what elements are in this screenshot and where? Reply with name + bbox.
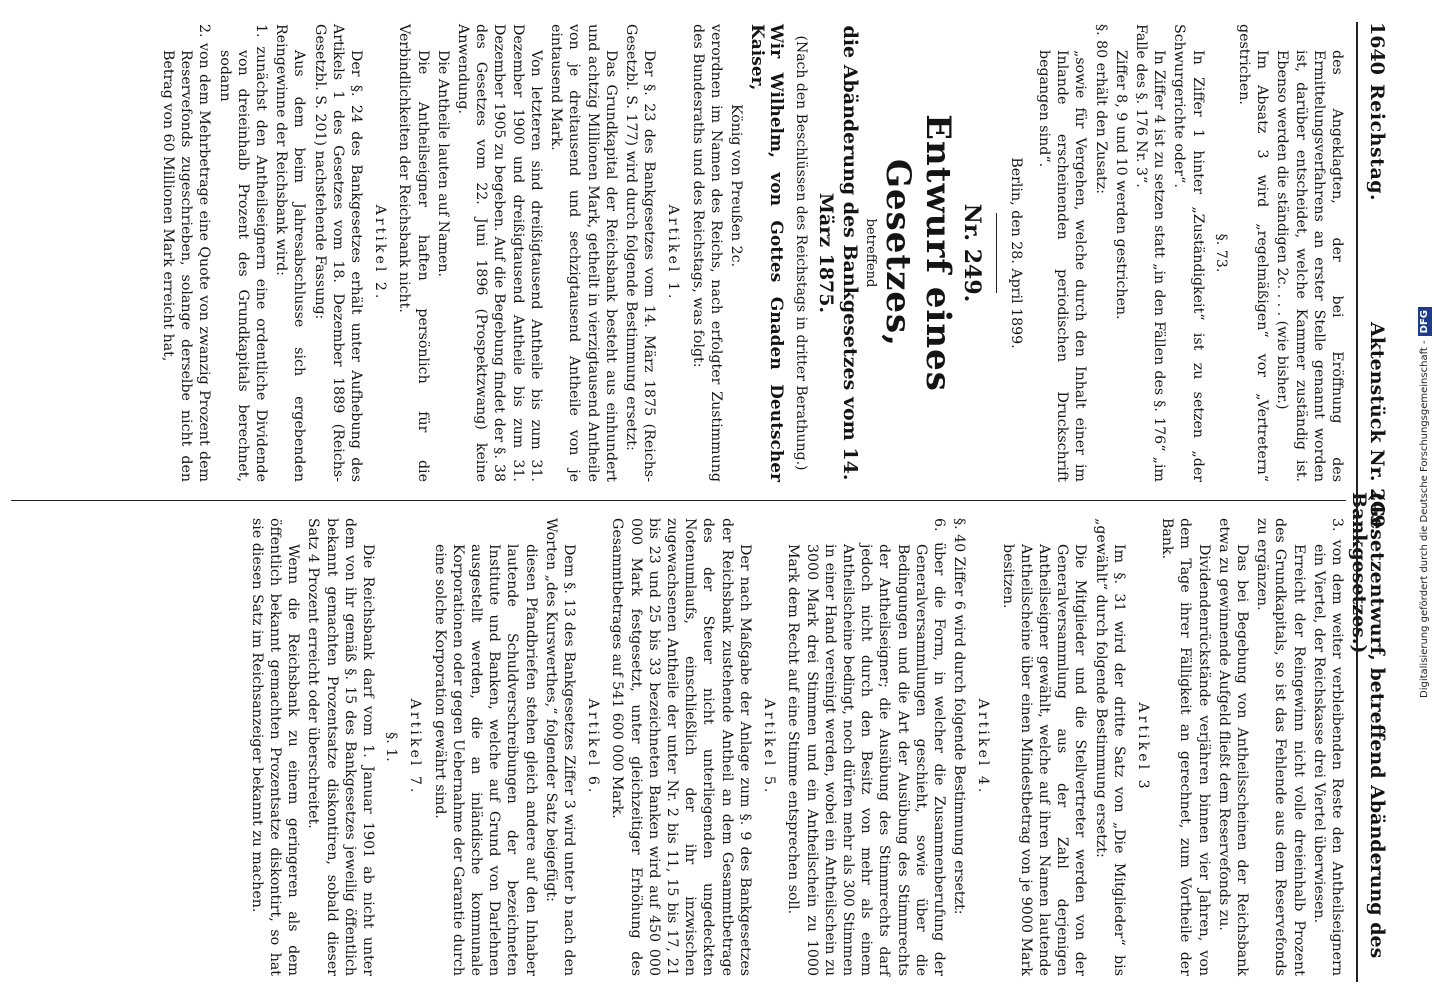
digitization-text: Digitalisierung gefördert durch die Deutsche Forschungsgemeinschaft - bbox=[1419, 340, 1430, 698]
preamble-verordnen: verordnen im Namen des Reichs, nach erfolgter Zustimmung des Bundesraths und des Reichstags, was folgt: bbox=[689, 24, 724, 482]
par73-quote: „sowie für Vergehen, welche durch den Inhalt einer im Inlande erscheinenden periodischen Druckschrift begangen sind“. bbox=[1035, 50, 1089, 482]
running-head-left: Reichstag. bbox=[1366, 84, 1388, 202]
artikel-4-item: 6. über die Form, in welcher die Zusammenberufung der Generalversammlungen geschieht, sowie über die Bedingungen und die Art der Ausübung des Stimmrechts der Antheilseigner; die Ausübung des Stimmrechts darf jedoch nicht durch den Besitz von mehr als einem Antheilscheine bedingt, noch dürfen mehr als 300 Stimmen in einer Hand vereinigt werden, wobei ein Antheilschein zu 3000 Mark drei Stimmen und ein Antheilschein zu 1000 Mark dem Recht auf eine Stimme entsprechen soll. bbox=[785, 518, 947, 976]
artikel-1-paragraph: Die Antheilseigner haften persönlich für die Verbindlichkeiten der Reichsbank nicht. bbox=[396, 24, 431, 482]
artikel-6-intro: Dem §. 13 des Bankgesetzes Ziffer 3 wird unter b nach den Worten „des Kurswerthes,“ folgender Satz beigefügt: bbox=[542, 518, 578, 976]
artikel-2-item: 1. zunächst den Antheilseignern eine ordentliche Dividende von dreieinhalb Prozent des Grundkapitals berechnet, sodann bbox=[216, 24, 270, 482]
title-betreffend: betreffend bbox=[862, 218, 878, 288]
digitization-note bbox=[1418, 8, 1432, 698]
document-title: Entwurf eines Gesetzes, bbox=[877, 114, 958, 392]
short-divider bbox=[996, 213, 997, 293]
right-column bbox=[246, 518, 1346, 976]
document-number: Nr. 249. bbox=[958, 203, 985, 303]
section-heading-73: §. 73. bbox=[1212, 233, 1229, 273]
artikel-3-paragraph: Im §. 31 wird der dritte Satz von „Die Mitglieder“ bis „gewählt“ durch folgende Bestimmung ersetzt: bbox=[1092, 518, 1127, 976]
opening-paragraph: Im Absatz 3 wird „regelmäßigen“ vor „Vertretern“ gestrichen. bbox=[1235, 24, 1271, 482]
left-column bbox=[157, 24, 1346, 482]
page-number: 1640 bbox=[1366, 22, 1388, 75]
preamble-emperor: Wir Wilhelm, von Gottes Gnaden Deutscher Kaiser, bbox=[747, 24, 787, 482]
reading-note: (Nach den Beschlüssen des Reichstags in dritter Berathung.) bbox=[792, 35, 809, 471]
artikel-4-heading: Artikel 4. bbox=[975, 698, 992, 796]
artikel-3-paragraph: Die Mitglieder und die Stellvertreter werden von der Generalversammlung aus der Zahl derjenigen Antheilseigner gewählt, welche auf ihren Namen lautende Antheilscheine über einen Mindestbetrag von je 9000 Mark besitzen. bbox=[999, 544, 1089, 976]
signature-date: Berlin, den 28. April 1899. bbox=[1007, 157, 1024, 349]
artikel-6-heading: Artikel 6. bbox=[585, 698, 602, 796]
column-rule bbox=[11, 500, 1346, 501]
artikel-7-paragraph: Die Reichsbank darf vom 1. Januar 1901 ab nicht unter dem von ihr gemäß §. 15 des Bankgesetzes jeweilig öffentlich bekannt gemachten Prozentsatze diskontiren, sobald dieser Satz 4 Prozent erreicht oder überschreitet. bbox=[305, 518, 377, 976]
header-rule bbox=[1356, 22, 1358, 982]
artikel-1-heading: Artikel 1. bbox=[665, 204, 682, 302]
artikel-1-paragraph: Das Grundkapital der Reichsbank besteht aus einhundert und achtzig Millionen Mark, getheilt in vierzigtausend Antheile von je dreitausend und sechzigtausend Antheile von je eintausend Mark. bbox=[548, 24, 619, 482]
artikel-5-heading: Artikel 5. bbox=[761, 698, 778, 796]
artikel-3-heading: Artikel 3 bbox=[1134, 702, 1151, 792]
artikel-7-paragraph: Wenn die Reichsbank zu einem geringeren als dem öffentlich bekannt gemachten Prozentsatze diskontirt, so hat sie diesen Satz im Reichsanzeiger bekannt zu machen. bbox=[248, 518, 302, 976]
artikel-2-heading: Artikel 2. bbox=[372, 204, 389, 302]
artikel-4-intro: §. 40 Ziffer 6 wird durch folgende Bestimmung ersetzt: bbox=[951, 518, 968, 915]
right-paragraph: Dividendenrückstände verjähren binnen vier Jahren, von dem Tage ihrer Fälligkeit an gerechnet, zum Vortheile der Bank. bbox=[1159, 518, 1212, 976]
right-paragraph: Erreicht der Reingewinn nicht volle dreieinhalb Prozent des Grundkapitals, so ist das Fehlende aus dem Reservefonds zu ergänzen. bbox=[1254, 518, 1307, 976]
artikel-2-item-3: 3. von dem weiter verbleibenden Reste den Antheilseignern ein Viertel, der Reichskasse drei Viertel überwiesen. bbox=[1310, 518, 1345, 976]
running-header bbox=[1347, 22, 1388, 982]
artikel-7-heading: Artikel 7. bbox=[407, 698, 424, 796]
par73-item: §. 80 erhält den Zusatz: bbox=[1092, 24, 1109, 195]
document-subtitle: die Abänderung des Bankgesetzes vom 14. März 1875. bbox=[814, 25, 861, 481]
running-head-center: Aktenstück Nr. 249. bbox=[1366, 322, 1388, 535]
rotated-page bbox=[8, 22, 1388, 982]
artikel-2-paragraph: Aus dem beim Jahresabschlusse sich ergebenden Reingewinne der Reichsbank wird: bbox=[273, 24, 308, 482]
opening-paragraph: des Angeklagten, der bei Eröffnung des Ermittelungsverfahrens an erster Stelle genannt worden ist, darüber entscheidet, welche Kammer zuständig ist. Ebenso werden die ständigen 2c. . . . (wie bisher.) bbox=[1274, 50, 1345, 482]
artikel-6-text: diesen Pfandbriefen stehen gleich andere auf den Inhaber lautende Schuldverschreibungen der bezeichneten Institute und Banken, welche auf Grund von Darlehnen ausgestellt werden, die an inländische kommunale Korporationen oder gegen Uebernahme der Garantie durch eine solche Korporation gewährt sind. bbox=[431, 544, 539, 976]
artikel-2-paragraph: Der §. 24 des Bankgesetzes erhält unter Aufhebung des Artikels 1 des Gesetzes vom 18. Dezember 1889 (Reichs-Gesetzbl. S. 201) nachstehende Fassung: bbox=[311, 24, 365, 482]
section-heading-1: §. 1. bbox=[383, 732, 400, 762]
artikel-5-text: Der nach Maßgabe der Anlage zum §. 9 des Bankgesetzes der Reichsbank zustehende Antheil an dem Gesammtbetrage des der Steuer nicht unterliegenden ungedeckten Notenumlaufs, einschließlich der ihr inzwischen zugewachsenen Antheile der unter Nr. 2 bis 11, 15 bis 17, 21 bis 23 und 25 bis 33 bezeichneten Banken wird auf 450 000 000 Mark festgesetzt, unter gleichzeitiger Erhöhung des Gesammtbetrages auf 541 600 000 Mark. bbox=[609, 518, 753, 976]
artikel-2-item: 2. von dem Mehrbetrage eine Quote von zwanzig Prozent dem Reservefonds zugeschrieben, solange derselbe nicht den Betrag von 60 Millionen Mark erreicht hat, bbox=[160, 24, 213, 482]
par73-item: Ziffer 8, 9 und 10 werden gestrichen. bbox=[1112, 50, 1129, 320]
artikel-1-paragraph: Die Antheile lauten auf Namen. bbox=[434, 50, 451, 278]
artikel-1-paragraph: Der §. 23 des Bankgesetzes vom 14. März 1875 (Reichs-Gesetzbl. S. 177) wird durch folgende Bestimmung ersetzt: bbox=[622, 24, 658, 482]
preamble-king: König von Preußen 2c. bbox=[727, 104, 744, 268]
artikel-1-paragraph: Von letzteren sind dreißigtausend Antheile bis zum 31. Dezember 1900 und dreißigtausend Antheile bis zum 31. Dezember 1905 zu begeben. Auf die Begebung findet der §. 38 des Gesetzes vom 22. Juni 1896 (Prospektzwang) keine Anwendung. bbox=[455, 24, 544, 482]
par73-item: In Ziffer 4 ist zu setzen statt „in den Fällen des §. 176“ „im Falle des §. 176 Nr. 3“. bbox=[1132, 24, 1168, 482]
par73-item: In Ziffer 1 hinter „Zuständigkeit“ ist zu setzen „der Schwurgerichte oder“. bbox=[1171, 24, 1206, 482]
dfg-logo: DFG bbox=[1418, 307, 1432, 336]
running-head-right: (Gesetzentwurf, betreffend Abänderung des Bankgesetzes.) bbox=[1347, 492, 1388, 959]
right-paragraph: Das bei Begebung von Antheilsscheinen der Reichsbank etwa zu gewinnende Aufgeld fließt dem Reservefonds zu. bbox=[1215, 518, 1250, 976]
